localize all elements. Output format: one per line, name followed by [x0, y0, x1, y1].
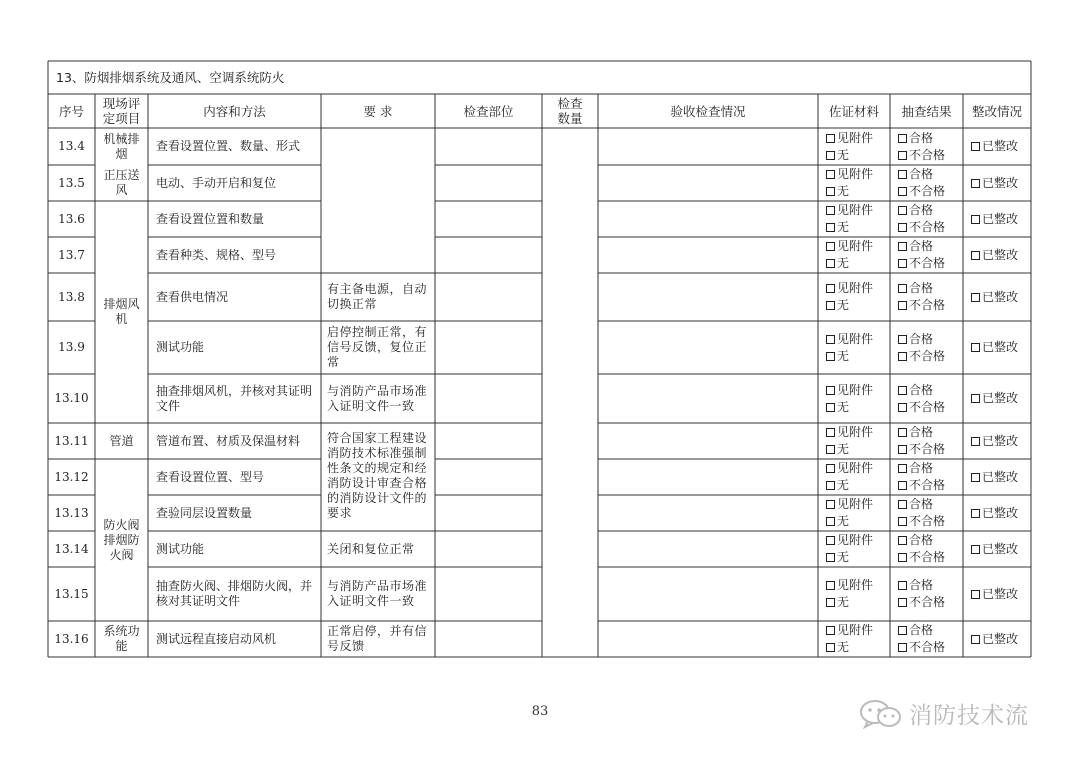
row-number: 13.10 — [54, 391, 89, 405]
option-attachment[interactable] — [826, 460, 873, 477]
checkbox[interactable] — [826, 517, 835, 526]
result-options — [890, 459, 963, 495]
checkbox-label: 无 — [837, 399, 850, 414]
evidence-options — [818, 321, 890, 374]
option-none[interactable] — [826, 255, 849, 272]
checkbox-label: 不合格 — [909, 442, 946, 456]
checkbox-label: 不合格 — [909, 298, 946, 312]
row-number: 13.6 — [58, 211, 85, 226]
checkbox-label: 无 — [837, 147, 850, 162]
requirement-text: 关闭和复位正常 — [327, 541, 415, 556]
option-pass[interactable] — [898, 331, 933, 348]
requirement-text: 与消防产品市场准入证明文件一致 — [327, 579, 428, 608]
method-text: 管道布置、材质及保温材料 — [156, 433, 301, 448]
row-number: 13.14 — [54, 541, 89, 556]
option-fail[interactable] — [898, 639, 945, 656]
checkbox-label: 已整改 — [982, 211, 1019, 226]
checkbox[interactable] — [898, 581, 907, 590]
header-evidence: 佐证材料 — [828, 103, 879, 119]
checkbox-label: 已整改 — [982, 175, 1019, 190]
checkbox[interactable] — [826, 536, 835, 545]
option-pass[interactable] — [898, 496, 933, 513]
row-number: 13.13 — [54, 505, 89, 520]
checkbox-label: 已整改 — [982, 433, 1019, 448]
checkbox[interactable] — [898, 242, 907, 251]
evidence-options — [818, 128, 890, 165]
option-pass[interactable] — [898, 460, 933, 477]
checkbox[interactable] — [898, 170, 907, 179]
option-attachment[interactable] — [826, 166, 873, 183]
checkbox[interactable] — [898, 428, 907, 437]
option-fail[interactable] — [898, 594, 945, 611]
evidence-options — [818, 201, 890, 237]
evidence-options — [818, 567, 890, 621]
checkbox[interactable] — [898, 445, 907, 454]
option-pass[interactable] — [898, 622, 933, 639]
option-none[interactable] — [826, 477, 849, 494]
checkbox-label: 已整改 — [982, 340, 1019, 354]
checkbox[interactable] — [898, 206, 907, 215]
option-rectified[interactable] — [971, 175, 1018, 192]
row-number: 13.11 — [54, 433, 89, 448]
header-item: 现场评定项目 — [102, 96, 141, 126]
checkbox-label: 见附件 — [837, 425, 874, 439]
rectify-options — [963, 495, 1031, 531]
option-attachment[interactable] — [826, 280, 873, 297]
checkbox[interactable] — [898, 187, 907, 196]
checkbox-label: 不合格 — [909, 478, 946, 492]
option-rectified[interactable] — [971, 433, 1018, 450]
checkbox-label: 合格 — [909, 331, 934, 346]
option-rectified[interactable] — [971, 339, 1018, 356]
page-number: 83 — [531, 704, 549, 719]
checkbox-label: 无 — [837, 220, 850, 234]
checkbox-label: 见附件 — [837, 167, 874, 181]
result-options — [890, 423, 963, 459]
method-text: 测试远程直接启动风机 — [156, 631, 277, 646]
checkbox-label: 合格 — [909, 497, 934, 511]
checkbox-label: 合格 — [909, 425, 934, 439]
option-rectified[interactable] — [971, 138, 1018, 155]
evidence-options — [818, 621, 890, 657]
group-label: 机械排烟 — [103, 131, 140, 161]
group-label: 正压送风 — [103, 168, 140, 197]
checkbox-label: 见附件 — [837, 623, 874, 637]
checkbox-label: 见附件 — [837, 578, 874, 592]
checkbox[interactable] — [971, 635, 980, 644]
option-rectified[interactable] — [971, 211, 1018, 228]
header-quantity: 检查数量 — [557, 96, 583, 126]
section-title: 13、防烟排烟系统及通风、空调系统防火 — [56, 70, 285, 85]
checkbox-label: 见附件 — [837, 130, 874, 145]
option-rectified[interactable] — [971, 247, 1018, 264]
header-result: 抽查结果 — [901, 103, 952, 119]
checkbox[interactable] — [826, 284, 835, 293]
rectify-options — [963, 165, 1031, 201]
option-pass[interactable] — [898, 130, 933, 147]
checkbox[interactable] — [826, 352, 835, 361]
result-options — [890, 201, 963, 237]
checkbox[interactable] — [826, 206, 835, 215]
checkbox-label: 不合格 — [909, 348, 946, 363]
option-attachment[interactable] — [826, 202, 873, 219]
checkbox-label: 见附件 — [837, 497, 874, 511]
option-rectified[interactable] — [971, 390, 1018, 407]
evidence-options — [818, 531, 890, 567]
checkbox[interactable] — [826, 598, 835, 607]
wechat-icon — [858, 698, 904, 730]
result-options — [890, 321, 963, 374]
option-none[interactable] — [826, 549, 849, 566]
option-attachment[interactable] — [826, 622, 873, 639]
checkbox[interactable] — [898, 284, 907, 293]
checkbox-label: 见附件 — [837, 239, 874, 253]
checkbox[interactable] — [898, 481, 907, 490]
row-number: 13.12 — [54, 469, 89, 484]
checkbox[interactable] — [898, 626, 907, 635]
checkbox[interactable] — [971, 545, 980, 554]
checkbox[interactable] — [971, 473, 980, 482]
checkbox-label: 合格 — [909, 167, 934, 181]
option-attachment[interactable] — [826, 382, 873, 399]
checkbox-label: 不合格 — [909, 256, 946, 270]
checkbox[interactable] — [826, 170, 835, 179]
checkbox[interactable] — [898, 517, 907, 526]
option-none[interactable] — [826, 399, 849, 416]
checkbox-label: 已整改 — [982, 505, 1019, 520]
option-fail[interactable] — [898, 477, 945, 494]
checkbox-label: 无 — [837, 256, 850, 270]
option-none[interactable] — [826, 183, 849, 200]
group-label: 排烟风机 — [103, 297, 140, 326]
method-text: 查验同层设置数量 — [156, 505, 253, 520]
option-fail[interactable] — [898, 513, 945, 530]
checkbox-label: 见附件 — [837, 281, 874, 295]
option-pass[interactable] — [898, 280, 933, 297]
checkbox-label: 已整改 — [982, 289, 1019, 304]
method-text: 查看设置位置和数量 — [156, 211, 265, 226]
option-rectified[interactable] — [971, 586, 1018, 603]
checkbox[interactable] — [898, 386, 907, 395]
checkbox[interactable] — [826, 134, 835, 143]
checkbox[interactable] — [898, 403, 907, 412]
result-options — [890, 273, 963, 321]
rectify-options — [963, 321, 1031, 374]
checkbox[interactable] — [971, 343, 980, 352]
header-location: 检查部位 — [463, 103, 514, 119]
rectify-options — [963, 459, 1031, 495]
checkbox-label: 不合格 — [909, 550, 946, 564]
option-none[interactable] — [826, 594, 849, 611]
method-text: 测试功能 — [156, 541, 205, 556]
result-options — [890, 567, 963, 621]
checkbox[interactable] — [898, 500, 907, 509]
option-pass[interactable] — [898, 424, 933, 441]
method-text: 抽查防火阀、排烟防火阀，并核对其证明文件 — [156, 579, 313, 608]
option-attachment[interactable] — [826, 331, 873, 348]
watermark — [858, 697, 1029, 730]
checkbox-label: 合格 — [909, 623, 934, 637]
result-options — [890, 531, 963, 567]
checkbox-label: 无 — [837, 442, 850, 456]
result-options — [890, 165, 963, 201]
checkbox-label: 已整改 — [982, 139, 1019, 153]
option-fail[interactable] — [898, 399, 945, 416]
checkbox[interactable] — [826, 223, 835, 232]
checkbox[interactable] — [826, 151, 835, 160]
checkbox-label: 不合格 — [909, 640, 946, 654]
rectify-options — [963, 128, 1031, 165]
checkbox[interactable] — [826, 259, 835, 268]
checkbox-label: 无 — [837, 298, 850, 312]
checkbox[interactable] — [826, 386, 835, 395]
rectify-options — [963, 237, 1031, 273]
evidence-options — [818, 423, 890, 459]
row-number: 13.16 — [54, 631, 89, 646]
checkbox-label: 已整改 — [982, 247, 1019, 262]
checkbox-label: 合格 — [909, 281, 934, 295]
checkbox[interactable] — [826, 445, 835, 454]
checkbox[interactable] — [898, 134, 907, 143]
checkbox[interactable] — [971, 394, 980, 403]
method-text: 抽查排烟风机，并核对其证明文件 — [156, 383, 313, 413]
rectify-options — [963, 423, 1031, 459]
checkbox-label: 见附件 — [837, 382, 874, 397]
checkbox-label: 不合格 — [909, 595, 946, 609]
requirement-text: 启停控制正常，有信号反馈，复位正常 — [327, 325, 428, 369]
checkbox[interactable] — [826, 187, 835, 196]
result-options — [890, 237, 963, 273]
checkbox[interactable] — [826, 403, 835, 412]
checkbox[interactable] — [826, 643, 835, 652]
row-number: 13.8 — [58, 289, 85, 304]
checkbox-label: 无 — [837, 478, 850, 492]
option-fail[interactable] — [898, 183, 945, 200]
checkbox-label: 合格 — [909, 382, 934, 397]
option-rectified[interactable] — [971, 469, 1018, 486]
header-acceptance: 验收检查情况 — [670, 103, 746, 119]
option-rectified[interactable] — [971, 289, 1018, 306]
checkbox[interactable] — [826, 553, 835, 562]
option-fail[interactable] — [898, 147, 945, 164]
checkbox[interactable] — [898, 352, 907, 361]
option-attachment[interactable] — [826, 496, 873, 513]
requirement-text: 与消防产品市场准入证明文件一致 — [327, 383, 428, 413]
checkbox-label: 见附件 — [837, 331, 874, 346]
rectify-options — [963, 621, 1031, 657]
option-none[interactable] — [826, 297, 849, 314]
option-pass[interactable] — [898, 577, 933, 594]
option-fail[interactable] — [898, 441, 945, 458]
checkbox[interactable] — [898, 151, 907, 160]
option-fail[interactable] — [898, 255, 945, 272]
checkbox-label: 已整改 — [982, 469, 1019, 484]
group-label: 防火阀排烟防火阀 — [103, 517, 140, 562]
checkbox-label: 合格 — [909, 239, 934, 253]
checkbox[interactable] — [826, 500, 835, 509]
checkbox[interactable] — [971, 437, 980, 446]
checkbox-label: 无 — [837, 514, 850, 528]
checkbox[interactable] — [971, 215, 980, 224]
option-none[interactable] — [826, 639, 849, 656]
checkbox-label: 无 — [837, 184, 850, 198]
checkbox-label: 见附件 — [837, 461, 874, 475]
checkbox[interactable] — [898, 553, 907, 562]
option-pass[interactable] — [898, 166, 933, 183]
checkbox[interactable] — [898, 259, 907, 268]
method-text: 测试功能 — [156, 340, 205, 354]
option-fail[interactable] — [898, 348, 945, 365]
checkbox-label: 无 — [837, 595, 850, 609]
method-text: 电动、手动开启和复位 — [156, 175, 277, 190]
result-options — [890, 621, 963, 657]
checkbox[interactable] — [971, 590, 980, 599]
checkbox[interactable] — [826, 301, 835, 310]
header-rectify: 整改情况 — [971, 103, 1022, 119]
checkbox[interactable] — [826, 626, 835, 635]
option-rectified[interactable] — [971, 631, 1018, 648]
checkbox-label: 已整改 — [982, 541, 1019, 556]
method-text: 查看设置位置、型号 — [156, 469, 265, 484]
checkbox-label: 无 — [837, 550, 850, 564]
option-pass[interactable] — [898, 382, 933, 399]
option-fail[interactable] — [898, 297, 945, 314]
method-text: 查看供电情况 — [156, 289, 229, 304]
checkbox-label: 无 — [837, 640, 850, 654]
option-none[interactable] — [826, 219, 849, 236]
option-rectified[interactable] — [971, 541, 1018, 558]
option-none[interactable] — [826, 441, 849, 458]
checkbox-label: 不合格 — [909, 220, 946, 234]
checkbox-label: 合格 — [909, 203, 934, 217]
option-none[interactable] — [826, 348, 849, 365]
row-number: 13.5 — [58, 175, 85, 190]
requirement-text: 有主备电源，自动切换正常 — [327, 282, 428, 311]
checkbox-label: 已整改 — [982, 391, 1019, 405]
row-number: 13.4 — [58, 139, 85, 153]
evidence-options — [818, 495, 890, 531]
checkbox-label: 合格 — [909, 533, 934, 547]
checkbox[interactable] — [898, 536, 907, 545]
checkbox-label: 已整改 — [982, 586, 1019, 601]
checkbox-label: 无 — [837, 348, 850, 363]
evidence-options — [818, 273, 890, 321]
rectify-options — [963, 567, 1031, 621]
watermark-text: 消防技术流 — [909, 703, 1029, 729]
option-pass[interactable] — [898, 202, 933, 219]
group-label: 系统功能 — [103, 624, 140, 653]
checkbox[interactable] — [971, 251, 980, 260]
row-number: 13.7 — [58, 247, 85, 262]
checkbox[interactable] — [826, 464, 835, 473]
checkbox[interactable] — [826, 242, 835, 251]
checkbox-label: 已整改 — [982, 631, 1019, 646]
method-text: 查看设置位置、数量、形式 — [156, 139, 301, 153]
checkbox-label: 不合格 — [909, 184, 946, 198]
option-attachment[interactable] — [826, 577, 873, 594]
checkbox[interactable] — [826, 428, 835, 437]
checkbox[interactable] — [971, 509, 980, 518]
option-attachment[interactable] — [826, 238, 873, 255]
checkbox[interactable] — [826, 581, 835, 590]
row-number: 13.15 — [54, 586, 89, 601]
header-method: 内容和方法 — [203, 103, 266, 119]
result-options — [890, 374, 963, 423]
rectify-options — [963, 531, 1031, 567]
checkbox[interactable] — [971, 293, 980, 302]
checkbox[interactable] — [898, 464, 907, 473]
group-label: 管道 — [109, 433, 134, 448]
option-none[interactable] — [826, 147, 849, 164]
checkbox[interactable] — [971, 179, 980, 188]
checkbox-label: 合格 — [909, 130, 934, 145]
evidence-options — [818, 459, 890, 495]
checkbox-label: 合格 — [909, 461, 934, 475]
evidence-options — [818, 165, 890, 201]
rectify-options — [963, 201, 1031, 237]
result-options — [890, 128, 963, 165]
checkbox-label: 不合格 — [909, 147, 946, 162]
checkbox-label: 合格 — [909, 578, 934, 592]
rectify-options — [963, 374, 1031, 423]
checkbox-label: 见附件 — [837, 203, 874, 217]
checkbox[interactable] — [898, 643, 907, 652]
checkbox[interactable] — [826, 335, 835, 344]
option-pass[interactable] — [898, 238, 933, 255]
checkbox[interactable] — [898, 598, 907, 607]
checkbox[interactable] — [898, 223, 907, 232]
requirement-text: 符合国家工程建设消防技术标准强制性条文的规定和经消防设计审查合格的消防设计文件的要求 — [327, 431, 428, 520]
option-attachment[interactable] — [826, 424, 873, 441]
option-pass[interactable] — [898, 532, 933, 549]
option-none[interactable] — [826, 513, 849, 530]
option-attachment[interactable] — [826, 130, 873, 147]
rectify-options — [963, 273, 1031, 321]
evidence-options — [818, 374, 890, 423]
option-rectified[interactable] — [971, 505, 1018, 522]
result-options — [890, 495, 963, 531]
header-no: 序号 — [58, 103, 84, 119]
header-requirement: 要 求 — [363, 103, 393, 119]
option-fail[interactable] — [898, 219, 945, 236]
checkbox[interactable] — [898, 335, 907, 344]
checkbox[interactable] — [898, 301, 907, 310]
row-number: 13.9 — [58, 340, 85, 354]
checkbox[interactable] — [971, 142, 980, 151]
checkbox-label: 不合格 — [909, 514, 946, 528]
evidence-options — [818, 237, 890, 273]
checkbox[interactable] — [826, 481, 835, 490]
checkbox-label: 不合格 — [909, 399, 946, 414]
method-text: 查看种类、规格、型号 — [156, 247, 277, 262]
requirement-text: 正常启停，并有信号反馈 — [327, 624, 428, 653]
checkbox-label: 见附件 — [837, 533, 874, 547]
option-attachment[interactable] — [826, 532, 873, 549]
option-fail[interactable] — [898, 549, 945, 566]
